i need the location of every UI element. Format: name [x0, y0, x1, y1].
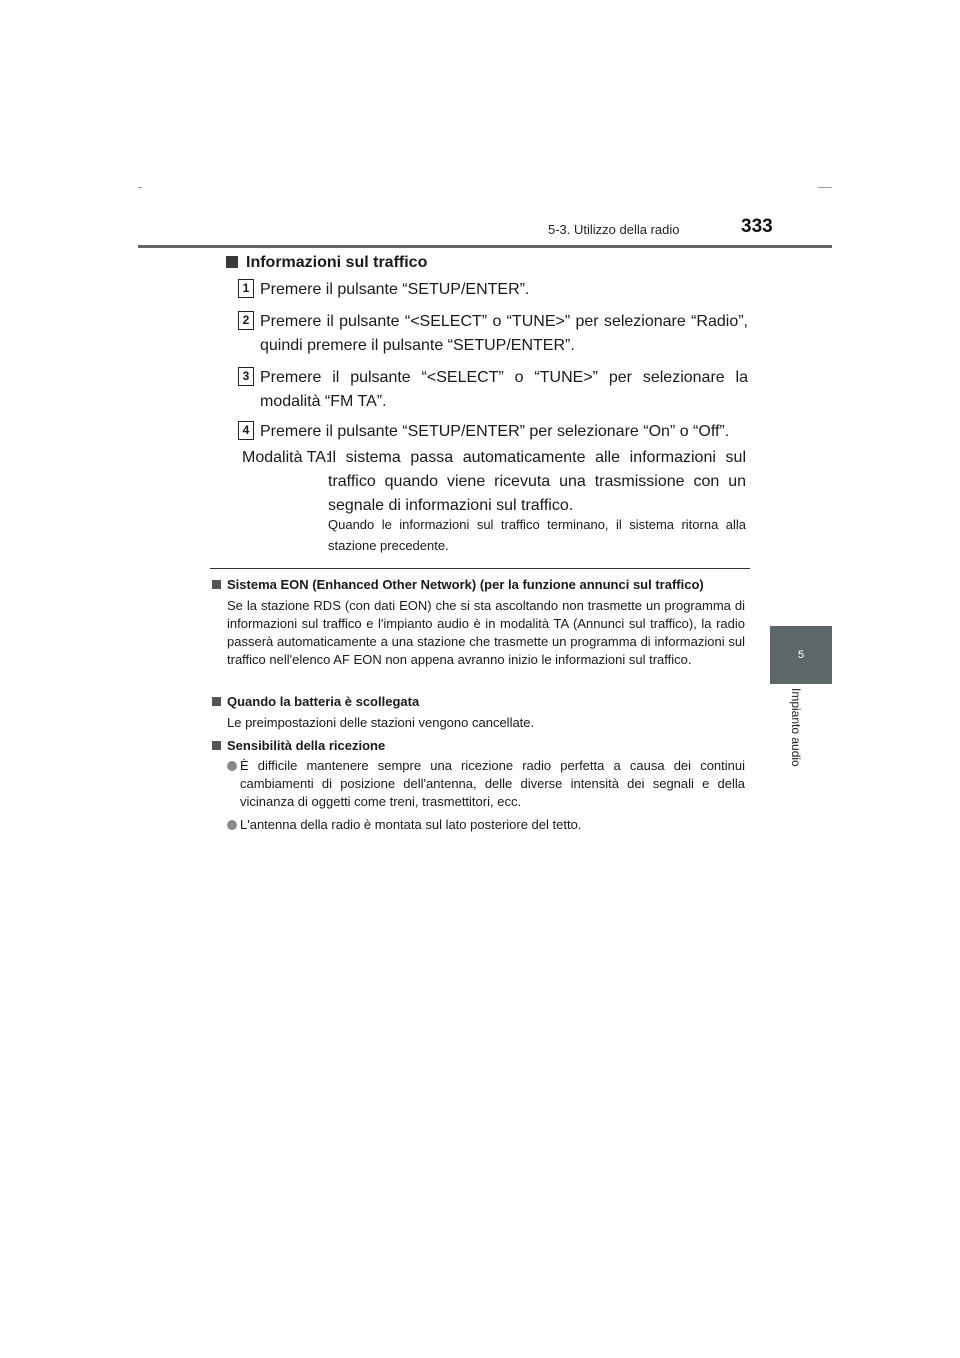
- bullet-text: È difficile mantenere sempre una ricezione radio perfetta a causa dei continui cambiamenti di posizione dell'antenna, delle diverse intensità dei segnali e della vicinanza di oggetti come treni, trasmettitori, ecc.: [240, 758, 745, 809]
- square-bullet-icon: [212, 697, 221, 706]
- square-bullet-icon: [226, 256, 238, 268]
- bullet-text: L'antenna della radio è montata sul lato posteriore del tetto.: [240, 817, 582, 832]
- crop-mark-left: [138, 187, 142, 188]
- page-number: 333: [741, 216, 773, 237]
- note-title-sensitivity: [212, 738, 385, 753]
- crop-mark-right: [818, 187, 832, 188]
- section-separator: [210, 568, 750, 569]
- step-number-badge: 2: [238, 311, 254, 330]
- mode-label: Modalità TA:: [242, 449, 331, 466]
- step-number-badge: 3: [238, 367, 254, 386]
- step-2: [238, 310, 748, 358]
- bullet-item: [227, 816, 745, 834]
- note-title-battery: [212, 694, 419, 709]
- note-body-eon: Se la stazione RDS (con dati EON) che si sta ascoltando non trasmette un programma di informazioni sul traffico e l'impianto audio è in modalità TA (Annunci sul traffico), la radio passerà automaticamente a una stazione che trasmette un programma di informazioni sul traffico nell'elenco AF EON non appena avranno inizio le informazioni sul traffico.: [227, 598, 745, 667]
- header-section-title: 5-3. Utilizzo della radio: [548, 222, 680, 237]
- step-text: Premere il pulsante “SETUP/ENTER”.: [260, 281, 530, 298]
- section-heading-text: Informazioni sul traffico: [246, 254, 428, 271]
- round-bullet-icon: [227, 761, 237, 771]
- square-bullet-icon: [212, 580, 221, 589]
- chapter-label: Impianto audio: [789, 688, 803, 767]
- header-rule: [138, 245, 832, 248]
- mode-description: Il sistema passa automaticamente alle informazioni sul traffico quando viene ricevuta una trasmissione con un segnale di informazioni sul traffico.: [328, 449, 746, 514]
- chapter-tab-number: 5: [797, 649, 805, 661]
- mode-note: Quando le informazioni sul traffico terminano, il sistema ritorna alla stazione precedente.: [328, 517, 746, 553]
- note-title-eon: [212, 577, 704, 592]
- note-title-text: Quando la batteria è scollegata: [227, 694, 420, 709]
- square-bullet-icon: [212, 741, 221, 750]
- step-text: Premere il pulsante “<SELECT” o “TUNE>” per selezionare la modalità “FM TA”.: [260, 369, 748, 410]
- chapter-tab: [770, 626, 832, 684]
- note-title-text: Sistema EON (Enhanced Other Network) (per la funzione annunci sul traffico): [227, 577, 704, 592]
- bullet-item: [227, 757, 745, 811]
- step-number-badge: 4: [238, 421, 254, 440]
- note-title-text: Sensibilità della ricezione: [227, 738, 386, 753]
- section-heading: [226, 254, 427, 272]
- step-1: [238, 278, 748, 302]
- note-body-battery: Le preimpostazioni delle stazioni vengono cancellate.: [227, 715, 535, 730]
- step-text: Premere il pulsante “SETUP/ENTER” per selezionare “On” o “Off”.: [260, 423, 730, 440]
- step-number-badge: 1: [238, 279, 254, 298]
- step-3: [238, 366, 748, 414]
- step-4: [238, 420, 748, 444]
- step-text: Premere il pulsante “<SELECT” o “TUNE>” per selezionare “Radio”, quindi premere il pulsante “SETUP/ENTER”.: [260, 313, 748, 354]
- chapter-label-wrap: [770, 688, 832, 788]
- round-bullet-icon: [227, 820, 237, 830]
